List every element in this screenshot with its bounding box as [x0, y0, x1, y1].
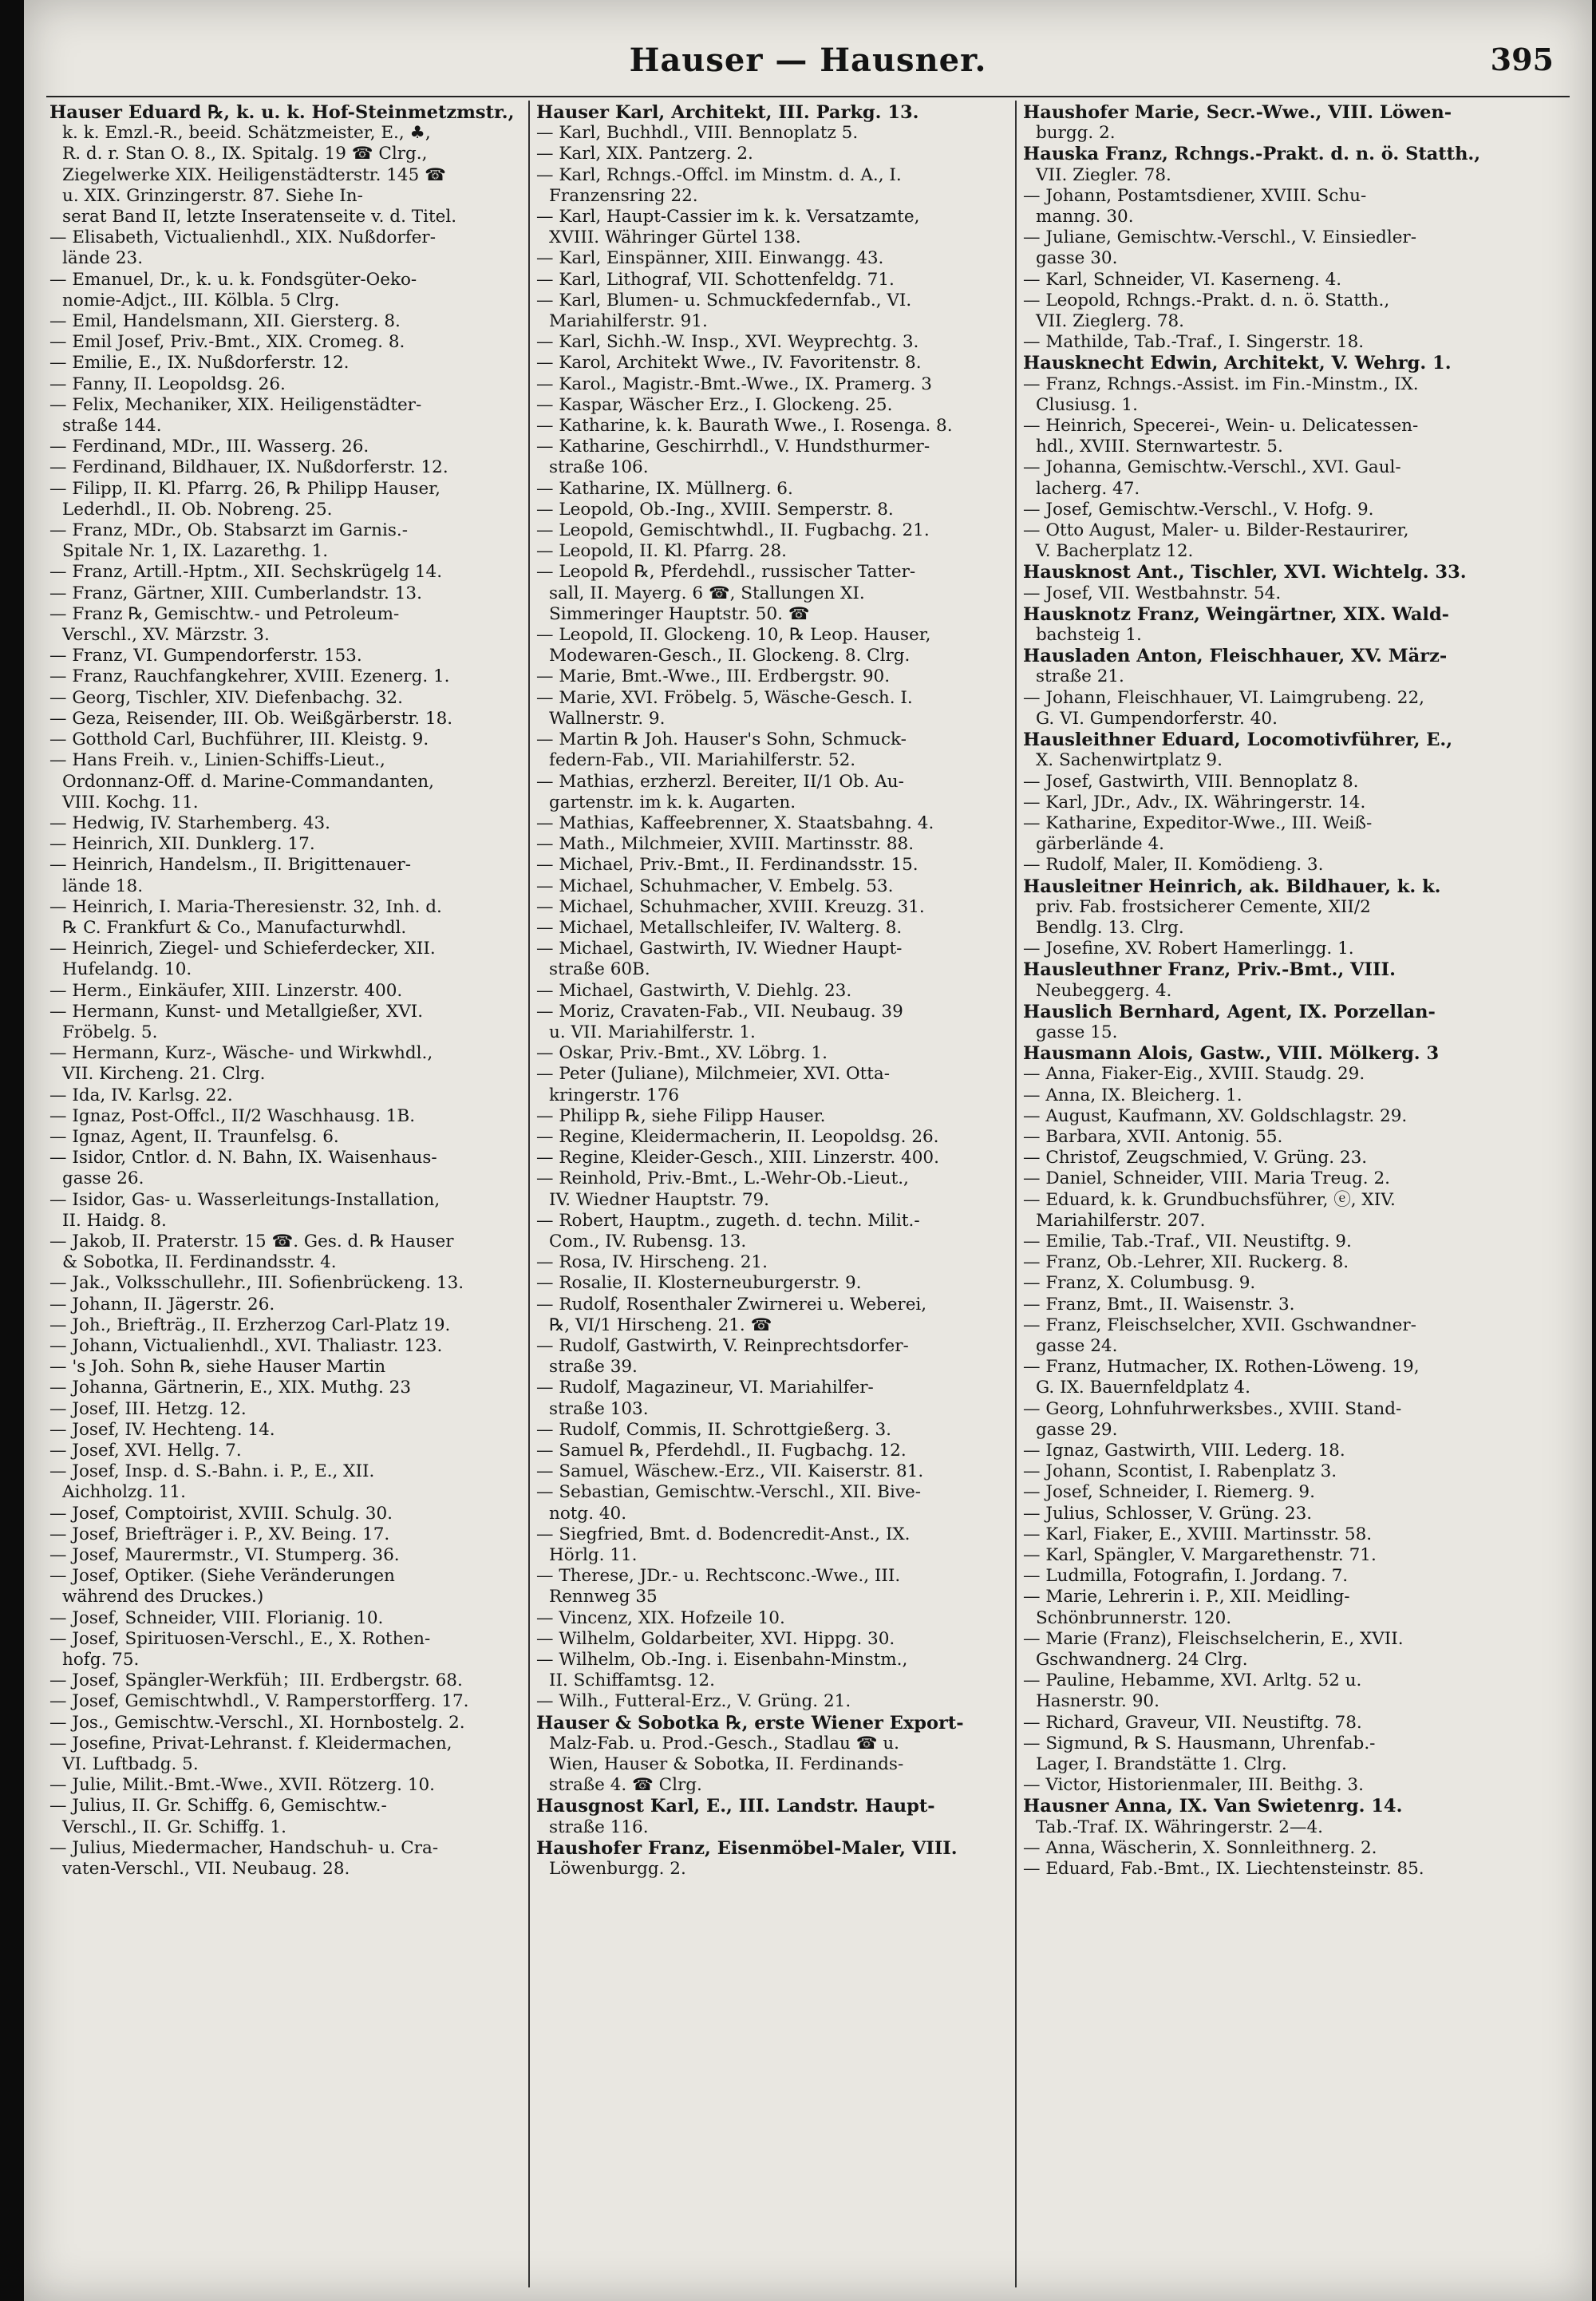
- directory-entry-line: bachsteig 1.: [1036, 625, 1142, 646]
- directory-entry-line: straße 60B.: [549, 959, 650, 980]
- directory-entry-line: gartenstr. im k. k. Augarten.: [549, 792, 796, 812]
- directory-entry-line: II. Schiffamtsg. 12.: [549, 1670, 715, 1691]
- directory-entry-line: notg. 40.: [549, 1503, 627, 1524]
- directory-entry-line: — Daniel, Schneider, VIII. Maria Treug. 2.: [1023, 1168, 1390, 1189]
- directory-entry-line: Lager, I. Brandstätte 1. Clrg.: [1036, 1754, 1287, 1775]
- directory-entry-line: sall, II. Mayerg. 6 ☎, Stallungen XI.: [549, 583, 865, 603]
- directory-entry-line: — Michael, Schuhmacher, V. Embelg. 53.: [536, 876, 894, 896]
- directory-entry-line: II. Haidg. 8.: [62, 1210, 167, 1231]
- directory-entry-line: — Josef, Gemischtw.-Verschl., V. Hofg. 9.: [1023, 499, 1374, 520]
- directory-entry-line: Hausleithner Eduard, Locomotivführer, E.,: [1023, 729, 1453, 751]
- directory-entry-line: — Franz, Gärtner, XIII. Cumberlandstr. 13.: [49, 583, 422, 603]
- directory-entry-line: — Karl, XIX. Pantzerg. 2.: [536, 144, 753, 164]
- directory-entry-line: lacherg. 47.: [1036, 478, 1140, 499]
- column-3: [1023, 102, 1490, 2285]
- directory-entry-line: — Sebastian, Gemischtw.-Verschl., XII. Bive-: [536, 1482, 921, 1503]
- directory-entry-line: — Hermann, Kurz-, Wäsche- und Wirkwhdl.,: [49, 1043, 433, 1064]
- directory-entry-line: Wien, Hauser & Sobotka, II. Ferdinands-: [549, 1754, 904, 1775]
- directory-entry-line: Haushofer Marie, Secr.-Wwe., VIII. Löwen-: [1023, 102, 1452, 123]
- directory-entry-line: VI. Luftbadg. 5.: [62, 1754, 199, 1775]
- directory-entry-line: & Sobotka, II. Ferdinandsstr. 4.: [62, 1252, 337, 1273]
- directory-entry-line: — Johann, Fleischhauer, VI. Laimgrubeng. 22,: [1023, 687, 1424, 708]
- directory-entry-line: — Leopold ℞, Pferdehdl., russischer Tatter-: [536, 562, 916, 583]
- directory-entry-line: — Karl, Buchhdl., VIII. Bennoplatz 5.: [536, 123, 859, 144]
- directory-entry-line: VII. Ziegler. 78.: [1036, 164, 1171, 185]
- directory-entry-line: — Fanny, II. Leopoldsg. 26.: [49, 374, 286, 394]
- directory-entry-line: u. VII. Mariahilferstr. 1.: [549, 1022, 756, 1042]
- directory-entry-line: — Ignaz, Post-Offcl., II/2 Waschhausg. 1B.: [49, 1105, 416, 1126]
- directory-entry-line: — Mathilde, Tab.-Traf., I. Singerstr. 18.: [1023, 332, 1365, 353]
- directory-entry-line: Tab.-Traf. IX. Währingerstr. 2—4.: [1036, 1817, 1323, 1837]
- directory-entry-line: — Jak., Volksschullehr., III. Sofienbrückeng. 13.: [49, 1273, 464, 1294]
- directory-entry-line: — Hermann, Kunst- und Metallgießer, XVI.: [49, 1001, 424, 1022]
- directory-entry-line: gasse 29.: [1036, 1419, 1118, 1440]
- directory-entry-line: Bendlg. 13. Clrg.: [1036, 917, 1184, 938]
- directory-entry-line: — Eduard, Fab.-Bmt., IX. Liechtensteinstr. 85.: [1023, 1859, 1424, 1880]
- directory-entry-line: — Franz, Fleischselcher, XVII. Gschwandner-: [1023, 1315, 1416, 1335]
- directory-entry-line: nomie-Adjct., III. Kölbla. 5 Clrg.: [62, 290, 340, 310]
- directory-entry-line: — Otto August, Maler- u. Bilder-Restaurirer,: [1023, 520, 1409, 541]
- directory-entry-line: — Siegfried, Bmt. d. Bodencredit-Anst., IX.: [536, 1524, 911, 1544]
- directory-entry-line: — Marie, XVI. Fröbelg. 5, Wäsche-Gesch. I.: [536, 687, 913, 708]
- directory-entry-line: — Franz, Hutmacher, IX. Rothen-Löweng. 19,: [1023, 1357, 1420, 1378]
- directory-entry-line: — Josef, Maurermstr., VI. Stumperg. 36.: [49, 1545, 400, 1566]
- directory-entry-line: — Emil Josef, Priv.-Bmt., XIX. Cromeg. 8.: [49, 332, 405, 353]
- directory-entry-line: gasse 15.: [1036, 1022, 1118, 1042]
- directory-entry-line: — Franz, Bmt., II. Waisenstr. 3.: [1023, 1294, 1295, 1315]
- directory-entry-line: — Josef, Spängler-Werkfüh；III. Erdbergstr. 68.: [49, 1670, 463, 1691]
- directory-entry-line: Hauser Eduard ℞, k. u. k. Hof-Steinmetzmstr.,: [49, 102, 515, 123]
- directory-entry-line: — Joh., Briefträg., II. Erzherzog Carl-Platz 19.: [49, 1315, 451, 1335]
- directory-entry-line: — Samuel ℞, Pferdehdl., II. Fugbachg. 12.: [536, 1441, 907, 1461]
- directory-entry-line: gasse 30.: [1036, 248, 1118, 269]
- directory-entry-line: — Rudolf, Maler, II. Komödieng. 3.: [1023, 855, 1324, 876]
- directory-entry-line: G. IX. Bauernfeldplatz 4.: [1036, 1378, 1250, 1398]
- directory-entry-line: — Franz, X. Columbusg. 9.: [1023, 1273, 1256, 1294]
- directory-entry-line: — Karl, Fiaker, E., XVIII. Martinsstr. 58.: [1023, 1524, 1373, 1544]
- directory-entry-line: Malz-Fab. u. Prod.-Gesch., Stadlau ☎ u.: [549, 1733, 900, 1753]
- directory-entry-line: — Franz, Artill.-Hptm., XII. Sechskrügelg 14.: [49, 562, 443, 583]
- directory-entry-line: — Julius, Schlosser, V. Grüng. 23.: [1023, 1503, 1313, 1524]
- directory-entry-line: hofg. 75.: [62, 1650, 140, 1670]
- directory-entry-line: — Isidor, Gas- u. Wasserleitungs-Installation,: [49, 1189, 440, 1210]
- directory-entry-line: — Josefine, XV. Robert Hamerlingg. 1.: [1023, 939, 1354, 959]
- directory-entry-line: — Johann, Victualienhdl., XVI. Thaliastr. 123.: [49, 1335, 443, 1356]
- directory-entry-line: gärberlände 4.: [1036, 834, 1164, 855]
- directory-entry-line: — Wilh., Futteral-Erz., V. Grüng. 21.: [536, 1691, 851, 1712]
- directory-entry-line: k. k. Emzl.-R., beeid. Schätzmeister, E., ♣,: [62, 123, 431, 144]
- directory-entry-line: — Katharine, Geschirrhdl., V. Hundsthurmer-: [536, 437, 930, 457]
- directory-entry-line: — Philipp ℞, siehe Filipp Hauser.: [536, 1105, 826, 1126]
- directory-entry-line: Wallnerstr. 9.: [549, 708, 666, 729]
- directory-entry-line: — Karol, Architekt Wwe., IV. Favoritenstr. 8.: [536, 353, 922, 374]
- directory-entry-line: — Emanuel, Dr., k. u. k. Fondsgüter-Oeko-: [49, 269, 417, 290]
- directory-entry-line: straße 116.: [549, 1817, 649, 1837]
- directory-entry-line: Spitale Nr. 1, IX. Lazarethg. 1.: [62, 541, 329, 562]
- directory-entry-line: — Victor, Historienmaler, III. Beithg. 3.: [1023, 1775, 1364, 1796]
- directory-entry-line: — Emil, Handelsmann, XII. Giersterg. 8.: [49, 311, 401, 332]
- directory-entry-line: G. VI. Gumpendorferstr. 40.: [1036, 708, 1278, 729]
- directory-entry-line: ℞ C. Frankfurt & Co., Manufacturwhdl.: [62, 917, 407, 938]
- directory-entry-line: Verschl., II. Gr. Schiffg. 1.: [62, 1817, 286, 1837]
- page-header-title: Hauser — Hausner.: [629, 42, 987, 79]
- directory-entry-line: — Josefine, Privat-Lehranst. f. Kleidermachen,: [49, 1733, 452, 1753]
- directory-entry-line: — Franz ℞, Gemischtw.- und Petroleum-: [49, 603, 400, 624]
- directory-entry-line: — Rudolf, Commis, II. Schrottgießerg. 3.: [536, 1419, 892, 1440]
- directory-entry-line: — 's Joh. Sohn ℞, siehe Hauser Martin: [49, 1357, 386, 1378]
- directory-entry-line: — Karl, Haupt-Cassier im k. k. Versatzamte,: [536, 207, 920, 227]
- directory-entry-line: — Juliane, Gemischtw.-Verschl., V. Einsiedler-: [1023, 227, 1416, 248]
- directory-entry-line: — Johann, Scontist, I. Rabenplatz 3.: [1023, 1461, 1337, 1482]
- directory-entry-line: — Michael, Gastwirth, IV. Wiedner Haupt-: [536, 939, 903, 959]
- directory-entry-line: — Anna, Fiaker-Eig., XVIII. Staudg. 29.: [1023, 1064, 1365, 1085]
- directory-entry-line: — Wilhelm, Goldarbeiter, XVI. Hippg. 30.: [536, 1628, 895, 1649]
- directory-entry-line: — Michael, Metallschleifer, IV. Walterg. 8.: [536, 917, 903, 938]
- directory-entry-line: Hausgnost Karl, E., III. Landstr. Haupt-: [536, 1796, 935, 1817]
- directory-entry-line: — Heinrich, I. Maria-Theresienstr. 32, Inh. d.: [49, 896, 442, 917]
- directory-entry-line: — Regine, Kleidermacherin, II. Leopoldsg. 26.: [536, 1126, 939, 1147]
- directory-entry-line: Hausknecht Edwin, Architekt, V. Wehrg. 1.: [1023, 353, 1452, 374]
- directory-entry-line: — Rudolf, Gastwirth, V. Reinprechtsdorfer-: [536, 1335, 909, 1356]
- directory-entry-line: — Karl, Sichh.-W. Insp., XVI. Weyprechtg. 3.: [536, 332, 919, 353]
- directory-entry-line: Com., IV. Rubensg. 13.: [549, 1231, 747, 1251]
- directory-entry-line: straße 106.: [549, 457, 649, 478]
- directory-entry-line: priv. Fab. frostsicherer Cemente, XII/2: [1036, 896, 1371, 917]
- directory-entry-line: burgg. 2.: [1036, 123, 1116, 144]
- directory-entry-line: Fröbelg. 5.: [62, 1022, 158, 1042]
- directory-entry-line: — Vincenz, XIX. Hofzeile 10.: [536, 1607, 785, 1628]
- directory-entry-line: — Hans Freih. v., Linien-Schiffs-Lieut.,: [49, 750, 385, 771]
- directory-entry-line: — Emilie, E., IX. Nußdorferstr. 12.: [49, 353, 350, 374]
- directory-entry-line: — Heinrich, XII. Dunklerg. 17.: [49, 834, 315, 855]
- directory-entry-line: — Johanna, Gärtnerin, E., XIX. Muthg. 23: [49, 1378, 412, 1398]
- directory-entry-line: V. Bacherplatz 12.: [1036, 541, 1194, 562]
- directory-entry-line: — Karl, Einspänner, XIII. Einwangg. 43.: [536, 248, 884, 269]
- directory-entry-line: Hufelandg. 10.: [62, 959, 192, 980]
- directory-entry-line: — Katharine, k. k. Baurath Wwe., I. Rosenga. 8.: [536, 416, 953, 437]
- directory-entry-line: — Oskar, Priv.-Bmt., XV. Löbrg. 1.: [536, 1043, 828, 1064]
- directory-entry-line: — Michael, Gastwirth, V. Diehlg. 23.: [536, 980, 852, 1001]
- column-divider: [1015, 101, 1017, 2287]
- directory-entry-line: lände 18.: [62, 876, 144, 896]
- directory-entry-line: — Josef, Comptoirist, XVIII. Schulg. 30.: [49, 1503, 393, 1524]
- directory-entry-line: — Isidor, Cntlor. d. N. Bahn, IX. Waisenhaus-: [49, 1148, 437, 1168]
- directory-entry-line: — Franz, Rauchfangkehrer, XVIII. Ezenerg. 1.: [49, 666, 450, 687]
- directory-entry-line: — Josef, Insp. d. S.-Bahn. i. P., E., XII.: [49, 1461, 375, 1482]
- directory-entry-line: — Julius, II. Gr. Schiffg. 6, Gemischtw.-: [49, 1796, 387, 1817]
- directory-entry-line: — Eduard, k. k. Grundbuchsführer, ⓔ, XIV.: [1023, 1189, 1396, 1210]
- directory-entry-line: Ordonnanz-Off. d. Marine-Commandanten,: [62, 771, 434, 792]
- directory-entry-line: — Moriz, Cravaten-Fab., VII. Neubaug. 39: [536, 1001, 903, 1022]
- directory-entry-line: — Katharine, IX. Müllnerg. 6.: [536, 478, 793, 499]
- directory-entry-line: — Pauline, Hebamme, XVI. Arltg. 52 u.: [1023, 1670, 1362, 1691]
- directory-entry-line: — Christof, Zeugschmied, V. Grüng. 23.: [1023, 1148, 1368, 1168]
- directory-entry-line: gasse 24.: [1036, 1335, 1118, 1356]
- directory-entry-line: — Ferdinand, MDr., III. Wasserg. 26.: [49, 437, 369, 457]
- directory-entry-line: — Wilhelm, Ob.-Ing. i. Eisenbahn-Minstm.,: [536, 1650, 908, 1670]
- directory-entry-line: Clusiusg. 1.: [1036, 394, 1138, 415]
- directory-entry-line: Franzensring 22.: [549, 185, 698, 206]
- directory-entry-line: — Filipp, II. Kl. Pfarrg. 26, ℞ Philipp Hauser,: [49, 478, 440, 499]
- directory-entry-line: während des Druckes.): [62, 1587, 264, 1607]
- directory-entry-line: — Kaspar, Wäscher Erz., I. Glockeng. 25.: [536, 394, 893, 415]
- directory-entry-line: — Robert, Hauptm., zugeth. d. techn. Milit.-: [536, 1210, 920, 1231]
- directory-entry-line: — Josef, IV. Hechteng. 14.: [49, 1419, 275, 1440]
- directory-entry-line: — Julius, Miedermacher, Handschuh- u. Cra-: [49, 1837, 439, 1858]
- directory-entry-line: — Ida, IV. Karlsg. 22.: [49, 1085, 233, 1105]
- directory-entry-line: Hauser Karl, Architekt, III. Parkg. 13.: [536, 102, 919, 123]
- directory-entry-line: — Marie, Bmt.-Wwe., III. Erdbergstr. 90.: [536, 666, 891, 687]
- directory-entry-line: Aichholzg. 11.: [62, 1482, 186, 1503]
- directory-entry-line: — Ignaz, Agent, II. Traunfelsg. 6.: [49, 1126, 339, 1147]
- page-number: 395: [1490, 42, 1554, 77]
- directory-entry-line: gasse 26.: [62, 1168, 144, 1189]
- directory-entry-line: — Regine, Kleider-Gesch., XIII. Linzerstr. 400.: [536, 1148, 939, 1168]
- directory-entry-line: — Leopold, II. Glockeng. 10, ℞ Leop. Hauser,: [536, 625, 931, 646]
- directory-entry-line: — Heinrich, Handelsm., II. Brigittenauer-: [49, 855, 411, 876]
- directory-entry-line: — Karl, Spängler, V. Margarethenstr. 71.: [1023, 1545, 1377, 1566]
- directory-entry-line: XVIII. Währinger Gürtel 138.: [549, 227, 801, 248]
- directory-entry-line: Neubeggerg. 4.: [1036, 980, 1172, 1001]
- directory-entry-line: — Rosalie, II. Klosterneuburgerstr. 9.: [536, 1273, 862, 1294]
- directory-entry-line: Ziegelwerke XIX. Heiligenstädterstr. 145 ☎: [62, 164, 446, 185]
- directory-entry-line: — Rudolf, Magazineur, VI. Mariahilfer-: [536, 1378, 874, 1398]
- directory-entry-line: Hausner Anna, IX. Van Swietenrg. 14.: [1023, 1796, 1403, 1817]
- directory-entry-line: — Josef, III. Hetzg. 12.: [49, 1398, 247, 1419]
- directory-entry-line: federn-Fab., VII. Mariahilferstr. 52.: [549, 750, 856, 771]
- directory-entry-line: — Richard, Graveur, VII. Neustiftg. 78.: [1023, 1712, 1362, 1733]
- directory-entry-line: — Leopold, II. Kl. Pfarrg. 28.: [536, 541, 787, 562]
- directory-entry-line: — Josef, Spirituosen-Verschl., E., X. Rothen-: [49, 1628, 431, 1649]
- directory-entry-line: Hausmann Alois, Gastw., VIII. Mölkerg. 3: [1023, 1043, 1440, 1065]
- directory-entry-line: Mariahilferstr. 207.: [1036, 1210, 1206, 1231]
- directory-entry-line: Hausladen Anton, Fleischhauer, XV. März-: [1023, 646, 1448, 667]
- directory-entry-line: Mariahilferstr. 91.: [549, 311, 708, 332]
- directory-entry-line: — Georg, Tischler, XIV. Diefenbachg. 32.: [49, 687, 403, 708]
- directory-entry-line: u. XIX. Grinzingerstr. 87. Siehe In-: [62, 185, 363, 206]
- directory-entry-line: Hasnerstr. 90.: [1036, 1691, 1159, 1712]
- directory-entry-line: — Johanna, Gemischtw.-Verschl., XVI. Gaul-: [1023, 457, 1401, 478]
- directory-entry-line: — Ignaz, Gastwirth, VIII. Lederg. 18.: [1023, 1441, 1345, 1461]
- directory-entry-line: — Josef, Gemischtwhdl., V. Ramperstorfferg. 17.: [49, 1691, 469, 1712]
- directory-entry-line: — Ferdinand, Bildhauer, IX. Nußdorferstr. 12.: [49, 457, 448, 478]
- directory-entry-line: Schönbrunnerstr. 120.: [1036, 1607, 1232, 1628]
- directory-entry-line: R. d. r. Stan O. 8., IX. Spitalg. 19 ☎ Clrg.,: [62, 144, 428, 164]
- directory-entry-line: — Jakob, II. Praterstr. 15 ☎. Ges. d. ℞ Hauser: [49, 1231, 454, 1251]
- directory-entry-line: straße 39.: [549, 1357, 638, 1378]
- directory-page: [24, 0, 1592, 2301]
- directory-entry-line: — Heinrich, Specerei-, Wein- u. Delicatessen-: [1023, 416, 1419, 437]
- directory-entry-line: — Marie, Lehrerin i. P., XII. Meidling-: [1023, 1587, 1350, 1607]
- directory-entry-line: straße 4. ☎ Clrg.: [549, 1775, 702, 1796]
- directory-entry-line: serat Band II, letzte Inseratenseite v. d. Titel.: [62, 207, 457, 227]
- directory-entry-line: — Franz, MDr., Ob. Stabsarzt im Garnis.-: [49, 520, 409, 541]
- directory-entry-line: Hausknost Ant., Tischler, XVI. Wichtelg. 33.: [1023, 562, 1467, 583]
- directory-entry-line: kringerstr. 176: [549, 1085, 680, 1105]
- directory-entry-line: — Josef, Gastwirth, VIII. Bennoplatz 8.: [1023, 771, 1359, 792]
- directory-entry-line: — Rosa, IV. Hirscheng. 21.: [536, 1252, 768, 1273]
- directory-entry-line: — Karl, Lithograf, VII. Schottenfeldg. 71.: [536, 269, 895, 290]
- directory-entry-line: — Karl, Blumen- u. Schmuckfedernfab., VI.: [536, 290, 912, 310]
- directory-entry-line: — Franz, Ob.-Lehrer, XII. Ruckerg. 8.: [1023, 1252, 1349, 1273]
- directory-entry-line: — Sigmund, ℞ S. Hausmann, Uhrenfab.-: [1023, 1733, 1376, 1753]
- directory-entry-line: — Geza, Reisender, III. Ob. Weißgärberstr. 18.: [49, 708, 453, 729]
- column-1: [49, 102, 516, 2285]
- directory-entry-line: — Josef, Briefträger i. P., XV. Being. 17.: [49, 1524, 390, 1544]
- directory-entry-line: — Julie, Milit.-Bmt.-Wwe., XVII. Rötzerg. 10.: [49, 1775, 436, 1796]
- directory-entry-line: — Marie (Franz), Fleischselcherin, E., XVII.: [1023, 1628, 1404, 1649]
- directory-entry-line: — Emilie, Tab.-Traf., VII. Neustiftg. 9.: [1023, 1231, 1352, 1251]
- directory-entry-line: — Therese, JDr.- u. Rechtsconc.-Wwe., III.: [536, 1566, 901, 1587]
- directory-entry-line: — Leopold, Rchngs.-Prakt. d. n. ö. Statth.,: [1023, 290, 1390, 310]
- directory-entry-line: — Leopold, Gemischtwhdl., II. Fugbachg. 21.: [536, 520, 930, 541]
- directory-entry-line: Hauser & Sobotka ℞, erste Wiener Export-: [536, 1712, 964, 1734]
- directory-entry-line: — Johann, Postamtsdiener, XVIII. Schu-: [1023, 185, 1367, 206]
- directory-entry-line: Simmeringer Hauptstr. 50. ☎: [549, 603, 810, 624]
- directory-entry-line: straße 21.: [1036, 666, 1124, 687]
- directory-entry-line: — Franz, Rchngs.-Assist. im Fin.-Minstm., IX.: [1023, 374, 1419, 394]
- directory-entry-line: — Reinhold, Priv.-Bmt., L.-Wehr-Ob.-Lieut.,: [536, 1168, 909, 1189]
- directory-entry-line: — August, Kaufmann, XV. Goldschlagstr. 29.: [1023, 1105, 1408, 1126]
- directory-entry-line: X. Sachenwirtplatz 9.: [1036, 750, 1223, 771]
- directory-entry-line: lände 23.: [62, 248, 144, 269]
- directory-entry-line: — Felix, Mechaniker, XIX. Heiligenstädter-: [49, 394, 422, 415]
- directory-entry-line: — Anna, Wäscherin, X. Sonnleithnerg. 2.: [1023, 1837, 1377, 1858]
- directory-entry-line: VIII. Kochg. 11.: [62, 792, 199, 812]
- directory-entry-line: Löwenburgg. 2.: [549, 1859, 686, 1880]
- directory-entry-line: Hausleuthner Franz, Priv.-Bmt., VIII.: [1023, 959, 1396, 981]
- directory-entry-line: — Leopold, Ob.-Ing., XVIII. Semperstr. 8.: [536, 499, 894, 520]
- directory-entry-line: — Rudolf, Rosenthaler Zwirnerei u. Weberei,: [536, 1294, 927, 1315]
- directory-entry-line: — Josef, Schneider, VIII. Florianig. 10.: [49, 1607, 384, 1628]
- directory-entry-line: — Josef, Schneider, I. Riemerg. 9.: [1023, 1482, 1315, 1503]
- directory-entry-line: — Karl, JDr., Adv., IX. Währingerstr. 14.: [1023, 792, 1366, 812]
- directory-entry-line: — Franz, VI. Gumpendorferstr. 153.: [49, 646, 362, 666]
- directory-entry-line: Hauslich Bernhard, Agent, IX. Porzellan-: [1023, 1001, 1436, 1022]
- directory-entry-line: — Elisabeth, Victualienhdl., XIX. Nußdorfer-: [49, 227, 436, 248]
- directory-entry-line: straße 103.: [549, 1398, 649, 1419]
- directory-entry-line: — Math., Milchmeier, XVIII. Martinsstr. 88.: [536, 834, 915, 855]
- directory-entry-line: — Martin ℞ Joh. Hauser's Sohn, Schmuck-: [536, 729, 907, 750]
- directory-entry-line: — Herm., Einkäufer, XIII. Linzerstr. 400.: [49, 980, 403, 1001]
- directory-entry-line: Lederhdl., II. Ob. Nobreng. 25.: [62, 499, 333, 520]
- directory-entry-line: — Karl, Schneider, VI. Kaserneng. 4.: [1023, 269, 1342, 290]
- directory-entry-line: — Michael, Schuhmacher, XVIII. Kreuzg. 31.: [536, 896, 925, 917]
- directory-entry-line: — Heinrich, Ziegel- und Schieferdecker, XII.: [49, 939, 436, 959]
- directory-entry-line: Hausleitner Heinrich, ak. Bildhauer, k. k.: [1023, 876, 1441, 897]
- directory-entry-line: IV. Wiedner Hauptstr. 79.: [549, 1189, 769, 1210]
- directory-entry-line: — Hedwig, IV. Starhemberg. 43.: [49, 812, 331, 833]
- directory-entry-line: — Josef, Optiker. (Siehe Veränderungen: [49, 1566, 395, 1587]
- directory-entry-line: straße 144.: [62, 416, 162, 437]
- directory-entry-line: Haushofer Franz, Eisenmöbel-Maler, VIII.: [536, 1837, 958, 1859]
- directory-entry-line: — Michael, Priv.-Bmt., II. Ferdinandsstr. 15.: [536, 855, 918, 876]
- directory-entry-line: — Karol., Magistr.-Bmt.-Wwe., IX. Pramerg. 3: [536, 374, 932, 394]
- directory-entry-line: ℞, VI/1 Hirscheng. 21. ☎: [549, 1315, 772, 1335]
- directory-entry-line: Hauska Franz, Rchngs.-Prakt. d. n. ö. Statth.,: [1023, 144, 1481, 165]
- directory-entry-line: — Peter (Juliane), Milchmeier, XVI. Otta-: [536, 1064, 891, 1085]
- directory-entry-line: — Anna, IX. Bleicherg. 1.: [1023, 1085, 1242, 1105]
- directory-entry-line: manng. 30.: [1036, 207, 1134, 227]
- column-divider: [528, 101, 530, 2287]
- directory-entry-line: — Mathias, Kaffeebrenner, X. Staatsbahng. 4.: [536, 812, 934, 833]
- directory-entry-line: VII. Zieglerg. 78.: [1036, 311, 1184, 332]
- directory-entry-line: hdl., XVIII. Sternwartestr. 5.: [1036, 437, 1283, 457]
- directory-entry-line: — Johann, II. Jägerstr. 26.: [49, 1294, 275, 1315]
- directory-entry-line: — Gotthold Carl, Buchführer, III. Kleistg. 9.: [49, 729, 429, 750]
- directory-entry-line: Gschwandnerg. 24 Clrg.: [1036, 1650, 1248, 1670]
- directory-entry-line: VII. Kircheng. 21. Clrg.: [62, 1064, 266, 1085]
- directory-entry-line: Rennweg 35: [549, 1587, 658, 1607]
- directory-entry-line: vaten-Verschl., VII. Neubaug. 28.: [62, 1859, 350, 1880]
- directory-entry-line: — Ludmilla, Fotografin, I. Jordang. 7.: [1023, 1566, 1349, 1587]
- directory-entry-line: — Barbara, XVII. Antonig. 55.: [1023, 1126, 1283, 1147]
- directory-entry-line: — Josef, XVI. Hellg. 7.: [49, 1441, 242, 1461]
- directory-entry-line: — Mathias, erzherzl. Bereiter, II/1 Ob. Au-: [536, 771, 904, 792]
- directory-entry-line: — Georg, Lohnfuhrwerksbes., XVIII. Stand-: [1023, 1398, 1402, 1419]
- directory-entry-line: — Katharine, Expeditor-Wwe., III. Weiß-: [1023, 812, 1373, 833]
- directory-entry-line: Hörlg. 11.: [549, 1545, 638, 1566]
- directory-entry-line: Modewaren-Gesch., II. Glockeng. 8. Clrg.: [549, 646, 911, 666]
- column-2: [536, 102, 1003, 2285]
- directory-entry-line: Hausknotz Franz, Weingärtner, XIX. Wald-: [1023, 603, 1450, 625]
- directory-entry-line: — Karl, Rchngs.-Offcl. im Minstm. d. A., I.: [536, 164, 902, 185]
- directory-entry-line: — Jos., Gemischtw.-Verschl., XI. Hornbostelg. 2.: [49, 1712, 465, 1733]
- header-rule: [46, 96, 1570, 97]
- directory-entry-line: — Josef, VII. Westbahnstr. 54.: [1023, 583, 1282, 603]
- directory-entry-line: — Samuel, Wäschew.-Erz., VII. Kaiserstr. 81.: [536, 1461, 924, 1482]
- directory-entry-line: Verschl., XV. Märzstr. 3.: [62, 625, 270, 646]
